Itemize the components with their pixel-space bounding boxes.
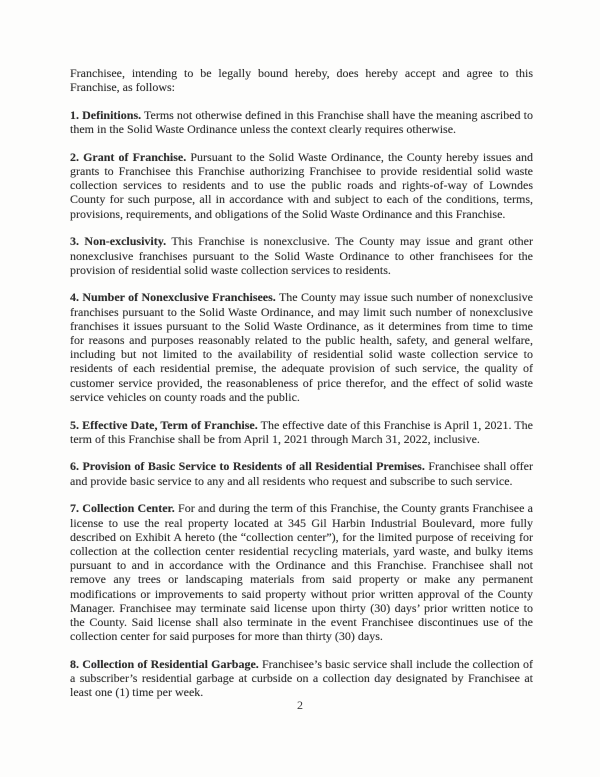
paragraph-collection-center bbox=[70, 501, 533, 643]
paragraph-heading: 1. Definitions. bbox=[70, 107, 142, 122]
intro-text: Franchisee, intending to be legally bound hereby, does hereby accept and agree to this Franchise, as follows: bbox=[70, 66, 533, 95]
paragraph-text: For and during the term of this Franchise, the County grants Franchisee a license to use the real property located at 345 Gil Harbin Industrial Boulevard, more fully described on Exhibit A hereto (the “collection center”), for the limited purpose of receiving for collection at the collection center residential recycling materials, yard waste, and bulky items pursuant to and in accordance with the Ordinance and this Franchise. Franchisee shall not remove any trees or landscaping materials from said property or make any permanent modifications or improvements to said property without prior written approval of the County Manager. Franchisee may terminate said license upon thirty (30) days’ prior written notice to the County. Said license shall also terminate in the event Franchisee discontinues use of the collection center for said purposes for more than thirty (30) days. bbox=[70, 501, 534, 644]
paragraph-heading: 5. Effective Date, Term of Franchise. bbox=[70, 417, 258, 432]
paragraph-number-of-franchisees bbox=[70, 290, 533, 404]
paragraph-provision-of-basic-service bbox=[70, 459, 533, 487]
paragraph-heading: 3. Non-exclusivity. bbox=[70, 234, 167, 249]
paragraph-text: Franchisee shall offer and provide basic service to any and all residents who request and subscribe to such service. bbox=[70, 459, 534, 488]
paragraph-heading: 4. Number of Nonexclusive Franchisees. bbox=[70, 290, 276, 305]
paragraph-text: The effective date of this Franchise is April 1, 2021. The term of this Franchise shall be from April 1, 2021 through March 31, 2022, inclusive. bbox=[70, 417, 533, 446]
paragraph-text: The County may issue such number of nonexclusive franchises pursuant to the Solid Waste Ordinance, and may limit such number of nonexclusive franchises it issues pursuant to the Solid Waste Ordinance, as it determines from time to time for reasons and purposes reasonably related to the public health, safety, and general welfare, including but not limited to the availability of residential solid waste collection service to residents of each residential premise, the adequate provision of such service, the quality of customer service provided, the reasonableness of price therefor, and the effect of solid waste service vehicles on county roads and the public. bbox=[70, 290, 533, 404]
paragraph-effective-date bbox=[70, 418, 533, 446]
paragraph-text: Pursuant to the Solid Waste Ordinance, the County hereby issues and grants to Franchisee this Franchise authorizing Franchisee to provide residential solid waste collection services to residents and to use the public roads and rights-of-way of Lowndes County for such purpose, all in accordance with and subject to each of the conditions, terms, provisions, requirements, and obligations of the Solid Waste Ordinance and this Franchise. bbox=[70, 149, 533, 221]
paragraph-heading: 6. Provision of Basic Service to Residents of all Residential Premises. bbox=[70, 459, 425, 474]
paragraph-collection-of-residential-garbage bbox=[70, 657, 533, 700]
paragraph-grant-of-franchise bbox=[70, 150, 533, 221]
paragraph-text: Franchisee’s basic service shall include the collection of a subscriber’s residential garbage at curbside on a collection day designated by Franchisee at least one (1) time per week. bbox=[70, 656, 533, 700]
paragraph-non-exclusivity bbox=[70, 234, 533, 277]
page-number: 2 bbox=[297, 698, 303, 712]
paragraph-heading: 2. Grant of Franchise. bbox=[70, 149, 187, 164]
paragraph-heading: 8. Collection of Residential Garbage. bbox=[70, 656, 259, 671]
paragraph-heading: 7. Collection Center. bbox=[70, 501, 175, 516]
paragraph-text: Terms not otherwise defined in this Franchise shall have the meaning ascribed to them in the Solid Waste Ordinance unless the context clearly requires otherwise. bbox=[70, 107, 533, 137]
intro-paragraph bbox=[70, 66, 533, 94]
paragraph-definitions bbox=[70, 108, 533, 136]
paragraph-text: This Franchise is nonexclusive. The County may issue and grant other nonexclusive franchises pursuant to the Solid Waste Ordinance to other franchisees for the provision of residential solid waste collection services to residents. bbox=[70, 234, 533, 277]
